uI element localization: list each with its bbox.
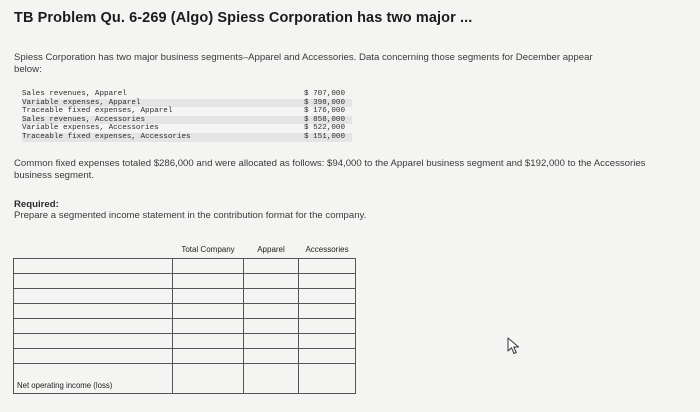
total-input[interactable]	[173, 259, 244, 274]
header-blank	[14, 240, 173, 259]
accessories-input[interactable]	[299, 364, 356, 394]
table-row	[14, 319, 356, 334]
apparel-input[interactable]	[244, 289, 299, 304]
header-apparel: Apparel	[244, 240, 299, 259]
data-row	[22, 99, 352, 108]
required-text: Prepare a segmented income statement in the contribution format for the company.	[14, 210, 367, 221]
data-value: $ 522,000	[304, 124, 346, 133]
page-title: TB Problem Qu. 6-269 (Algo) Spiess Corporation has two major ...	[14, 10, 473, 26]
accessories-input[interactable]	[299, 259, 356, 274]
accessories-input[interactable]	[299, 274, 356, 289]
accessories-input[interactable]	[299, 319, 356, 334]
total-input[interactable]	[173, 349, 244, 364]
data-label: Variable expenses, Apparel	[22, 98, 141, 107]
accessories-input[interactable]	[299, 289, 356, 304]
header-total-company: Total Company	[173, 240, 244, 259]
apparel-input[interactable]	[244, 274, 299, 289]
segment-data-block	[22, 90, 352, 142]
row-label-input[interactable]	[14, 319, 173, 334]
data-row	[22, 90, 352, 99]
data-value: $ 151,000	[304, 132, 346, 141]
table-row	[14, 349, 356, 364]
total-input[interactable]	[173, 364, 244, 394]
data-row	[22, 116, 352, 125]
apparel-input[interactable]	[244, 319, 299, 334]
row-label-input[interactable]	[14, 289, 173, 304]
table-row	[14, 274, 356, 289]
accessories-input[interactable]	[299, 334, 356, 349]
data-label: Variable expenses, Accessories	[22, 124, 159, 133]
row-label-input[interactable]	[14, 304, 173, 319]
net-operating-income-label: Net operating income (loss)	[14, 364, 173, 394]
data-label: Sales revenues, Accessories	[22, 115, 146, 124]
data-value: $ 176,000	[304, 107, 346, 116]
table-header-row	[14, 240, 356, 259]
table-row	[14, 259, 356, 274]
apparel-input[interactable]	[244, 304, 299, 319]
accessories-input[interactable]	[299, 304, 356, 319]
total-input[interactable]	[173, 334, 244, 349]
table-row	[14, 304, 356, 319]
row-label-input[interactable]	[14, 259, 173, 274]
common-fixed-text: Common fixed expenses totaled $286,000 and were allocated as follows: $94,000 to the Apparel business segment and $192,000 to the Accessories business segment.	[14, 158, 646, 181]
table-row	[14, 334, 356, 349]
intro-text: Spiess Corporation has two major business segments–Apparel and Accessories. Data concerning those segments for December appear below:	[14, 52, 593, 75]
table-row	[14, 289, 356, 304]
apparel-input[interactable]	[244, 364, 299, 394]
row-label-input[interactable]	[14, 349, 173, 364]
total-input[interactable]	[173, 319, 244, 334]
data-label: Sales revenues, Apparel	[22, 90, 127, 98]
required-heading: Required:	[14, 199, 59, 210]
table-row-net-operating-income	[14, 364, 356, 394]
row-label-input[interactable]	[14, 334, 173, 349]
data-value: $ 398,000	[304, 98, 346, 107]
total-input[interactable]	[173, 304, 244, 319]
header-accessories: Accessories	[299, 240, 356, 259]
total-input[interactable]	[173, 289, 244, 304]
data-value: $ 707,000	[304, 90, 346, 98]
data-label: Traceable fixed expenses, Apparel	[22, 107, 173, 116]
apparel-input[interactable]	[244, 259, 299, 274]
total-input[interactable]	[173, 274, 244, 289]
data-row	[22, 107, 352, 116]
row-label-input[interactable]	[14, 274, 173, 289]
data-value: $ 858,000	[304, 115, 346, 124]
accessories-input[interactable]	[299, 349, 356, 364]
income-statement-table	[13, 240, 356, 394]
data-label: Traceable fixed expenses, Accessories	[22, 132, 191, 141]
apparel-input[interactable]	[244, 334, 299, 349]
data-row	[22, 133, 352, 142]
data-row	[22, 124, 352, 133]
mouse-pointer-icon	[507, 337, 521, 355]
apparel-input[interactable]	[244, 349, 299, 364]
